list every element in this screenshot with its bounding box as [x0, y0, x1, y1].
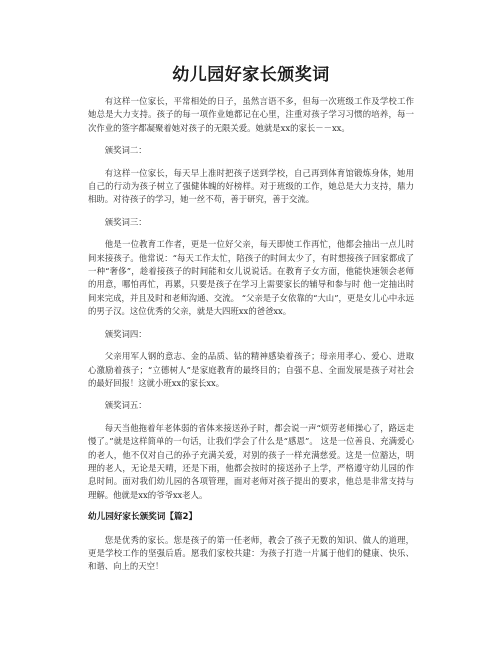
paragraph-award-2: 有这样一位家长，每天早上准时把孩子送到学校，自己再到体育馆锻炼身体，她用自己的行动为孩子树立了强健体魄的好榜样。对于班级的工作，她总是大力支持，鼎力相助。对待孩子的学习，她一丝不苟，善于研究，善于交流。: [88, 167, 414, 205]
award-heading-3: 颁奖词三：: [104, 216, 147, 227]
award-heading-4: 颁奖词四：: [104, 328, 147, 339]
document-title: 幼儿园好家长颁奖词: [172, 65, 330, 85]
award-heading-2: 颁奖词二：: [104, 145, 147, 156]
section-heading-part-2: 幼儿园好家长颁奖词【篇2】: [88, 512, 198, 523]
paragraph-award-3: 他是一位教育工作者，更是一位好父亲，每天即使工作再忙，他都会抽出一点儿时间来接孩子。他常说：“每天工作太忙，陪孩子的时间太少了，有时想接孩子回家都成了一种“奢侈”，趁着接孩子的时间能和女儿说说话。在教育子女方面，他能快速领会老师的用意，哪怕再忙，再累，只要是孩子在学习上需要家长的辅导和参与时 他一定抽出时间来完成，并且及时和老师沟通、交流。 “父亲是子女依靠的“大山”，更是女儿心中永远的男子汉。这位优秀的父亲，就是大四班xx的爸爸xx。: [88, 239, 414, 317]
award-heading-5: 颁奖词五：: [104, 400, 147, 411]
paragraph-award-5: 每天当他拖着年老体弱的省体来接送孙子时，都会说一声“烦劳老师操心了，路远走慢了。”就是这样简单的一句话，让我们学会了什么是“感恩”。 这是一位善良、充满爱心的老人，他不仅对自己的孙子充满关爱，对别的孩子一样充满慈爱。这是一位豁达，明理的老人，无论是天晴，还是下雨，他都会按时的接送孙子上学，严格遵守幼儿园的作息时间。面对我们幼儿园的各项管理，面对老师对孩子提出的要求，他总是非常支持与理解。他就是xx的爷爷xx老人。: [88, 422, 414, 500]
paragraph-part-2: 您是优秀的家长。您是孩子的第一任老师，教会了孩子无数的知识、做人的道理，更是学校工作的坚强后盾。愿我们家校共建：为孩子打造一片属于他们的健康、快乐、和谐、向上的天空！: [88, 534, 414, 572]
paragraph-intro: 有这样一位家长，平常相处的日子，虽然言语不多，但每一次班级工作及学校工作她总是大力支持。孩子的每一项作业她都记在心里，注重对孩子学习习惯的培养，每一次作业的签字都凝聚着她对孩子的无限关爱。她就是xx的家长－－xx。: [88, 96, 414, 133]
paragraph-award-4: 父亲用军人钢的意志、金的品质、钻的精神感染着孩子；母亲用孝心、爱心、进取心激励着孩子；“立德树人”是家庭教育的最终目的；自强不息、全面发展是孩子对社会的最好回报！这就小班xx的家长xx。: [88, 351, 414, 388]
document-body: [88, 95, 414, 583]
